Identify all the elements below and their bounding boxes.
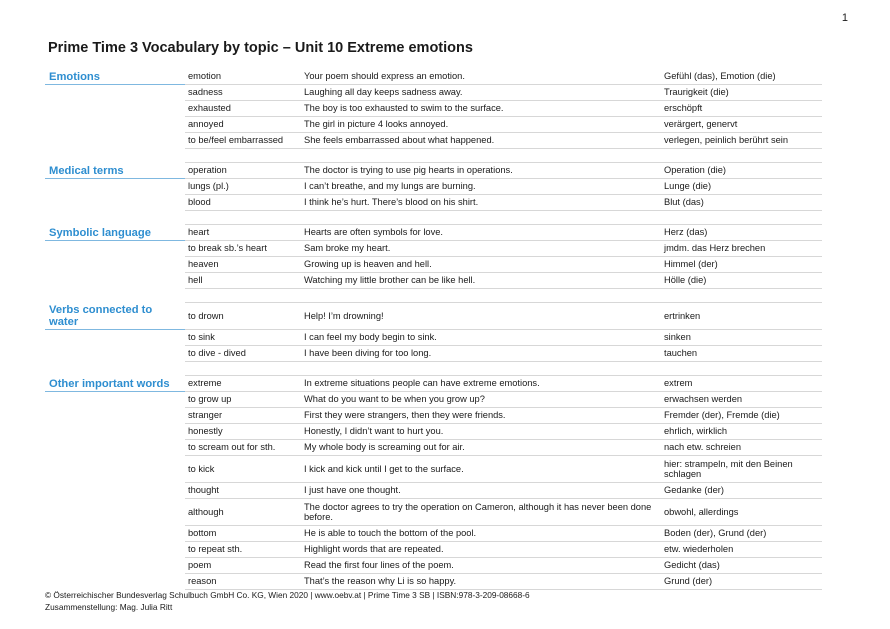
vocab-word: stranger — [185, 408, 301, 424]
spacer-cell — [185, 149, 301, 163]
section-heading: Symbolic language — [45, 225, 185, 241]
vocabulary-table — [45, 69, 822, 590]
topic-cell-empty — [45, 257, 185, 273]
table-row — [45, 424, 822, 440]
german-translation: ertrinken — [661, 303, 822, 330]
example-sentence: Help! I’m drowning! — [301, 303, 661, 330]
table-row — [45, 117, 822, 133]
table-row — [45, 273, 822, 289]
table-row — [45, 392, 822, 408]
table-row — [45, 257, 822, 273]
vocab-word: to dive - dived — [185, 346, 301, 362]
spacer-cell — [185, 362, 301, 376]
vocab-word: honestly — [185, 424, 301, 440]
vocab-word: annoyed — [185, 117, 301, 133]
page-number: 1 — [841, 12, 848, 24]
footer-copyright: © Österreichischer Bundesverlag Schulbuch GmbH Co. KG, Wien 2020 | www.oebv.at | Prime Time 3 SB | ISBN:978-3-209-08668-6 — [45, 590, 530, 600]
table-row — [45, 101, 822, 117]
example-sentence: She feels embarrassed about what happened. — [301, 133, 661, 149]
vocab-word: to grow up — [185, 392, 301, 408]
vocab-word: to scream out for sth. — [185, 440, 301, 456]
table-row — [45, 574, 822, 590]
german-translation: Hölle (die) — [661, 273, 822, 289]
vocab-word: hell — [185, 273, 301, 289]
vocab-word: although — [185, 499, 301, 526]
spacer-cell — [185, 211, 301, 225]
table-row — [45, 163, 822, 179]
spacer-cell — [45, 289, 185, 303]
german-translation: Operation (die) — [661, 163, 822, 179]
table-row — [45, 179, 822, 195]
example-sentence: Your poem should express an emotion. — [301, 69, 661, 85]
table-row — [45, 195, 822, 211]
vocab-word: exhausted — [185, 101, 301, 117]
section-heading: Medical terms — [45, 163, 185, 179]
table-row — [45, 483, 822, 499]
topic-cell-empty — [45, 456, 185, 483]
section-heading: Other important words — [45, 376, 185, 392]
topic-cell-empty — [45, 179, 185, 195]
topic-cell-empty — [45, 241, 185, 257]
topic-cell-empty — [45, 117, 185, 133]
section-heading: Emotions — [45, 69, 185, 85]
example-sentence: The boy is too exhausted to swim to the surface. — [301, 101, 661, 117]
topic-cell-empty — [45, 101, 185, 117]
german-translation: erschöpft — [661, 101, 822, 117]
spacer-cell — [301, 211, 661, 225]
example-sentence: I can’t breathe, and my lungs are burning. — [301, 179, 661, 195]
vocab-word: lungs (pl.) — [185, 179, 301, 195]
vocab-word: operation — [185, 163, 301, 179]
topic-cell-empty — [45, 392, 185, 408]
german-translation: Traurigkeit (die) — [661, 85, 822, 101]
example-sentence: The doctor is trying to use pig hearts in operations. — [301, 163, 661, 179]
topic-cell-empty — [45, 195, 185, 211]
example-sentence: First they were strangers, then they were friends. — [301, 408, 661, 424]
vocab-word: to drown — [185, 303, 301, 330]
vocab-word: heaven — [185, 257, 301, 273]
vocab-word: reason — [185, 574, 301, 590]
german-translation: Lunge (die) — [661, 179, 822, 195]
example-sentence: Highlight words that are repeated. — [301, 542, 661, 558]
topic-cell-empty — [45, 85, 185, 101]
example-sentence: I kick and kick until I get to the surface. — [301, 456, 661, 483]
table-row — [45, 133, 822, 149]
topic-cell-empty — [45, 542, 185, 558]
example-sentence: Watching my little brother can be like hell. — [301, 273, 661, 289]
example-sentence: I have been diving for too long. — [301, 346, 661, 362]
example-sentence: In extreme situations people can have extreme emotions. — [301, 376, 661, 392]
topic-cell-empty — [45, 330, 185, 346]
vocab-word: to be/feel embarrassed — [185, 133, 301, 149]
table-row — [45, 526, 822, 542]
table-row — [45, 499, 822, 526]
vocab-word: heart — [185, 225, 301, 241]
spacer-cell — [45, 362, 185, 376]
vocab-word: blood — [185, 195, 301, 211]
vocab-word: to break sb.’s heart — [185, 241, 301, 257]
table-row — [45, 456, 822, 483]
german-translation: Blut (das) — [661, 195, 822, 211]
table-row — [45, 440, 822, 456]
topic-cell-empty — [45, 440, 185, 456]
example-sentence: Read the first four lines of the poem. — [301, 558, 661, 574]
section-spacer — [45, 362, 822, 376]
german-translation: hier: strampeln, mit den Beinen schlagen — [661, 456, 822, 483]
topic-cell-empty — [45, 499, 185, 526]
german-translation: Gefühl (das), Emotion (die) — [661, 69, 822, 85]
table-row — [45, 542, 822, 558]
german-translation: obwohl, allerdings — [661, 499, 822, 526]
topic-cell-empty — [45, 273, 185, 289]
table-row — [45, 330, 822, 346]
topic-cell-empty — [45, 133, 185, 149]
german-translation: tauchen — [661, 346, 822, 362]
example-sentence: I think he’s hurt. There’s blood on his shirt. — [301, 195, 661, 211]
table-row — [45, 69, 822, 85]
german-translation: nach etw. schreien — [661, 440, 822, 456]
vocab-word: to kick — [185, 456, 301, 483]
spacer-cell — [45, 149, 185, 163]
vocab-word: to repeat sth. — [185, 542, 301, 558]
table-row — [45, 303, 822, 330]
spacer-cell — [301, 149, 661, 163]
example-sentence: The doctor agrees to try the operation on Cameron, although it has never been done before. — [301, 499, 661, 526]
example-sentence: I just have one thought. — [301, 483, 661, 499]
german-translation: Himmel (der) — [661, 257, 822, 273]
german-translation: Gedicht (das) — [661, 558, 822, 574]
example-sentence: The girl in picture 4 looks annoyed. — [301, 117, 661, 133]
spacer-cell — [661, 362, 822, 376]
topic-cell-empty — [45, 408, 185, 424]
table-row — [45, 408, 822, 424]
page-title: Prime Time 3 Vocabulary by topic – Unit 10 Extreme emotions — [48, 40, 473, 56]
section-spacer — [45, 289, 822, 303]
german-translation: sinken — [661, 330, 822, 346]
topic-cell-empty — [45, 346, 185, 362]
topic-cell-empty — [45, 483, 185, 499]
footer — [45, 589, 530, 613]
german-translation: Herz (das) — [661, 225, 822, 241]
german-translation: extrem — [661, 376, 822, 392]
spacer-cell — [661, 211, 822, 225]
vocab-word: emotion — [185, 69, 301, 85]
example-sentence: Hearts are often symbols for love. — [301, 225, 661, 241]
footer-compiled-by: Zusammenstellung: Mag. Julia Ritt — [45, 602, 173, 612]
german-translation: verlegen, peinlich berührt sein — [661, 133, 822, 149]
section-heading: Verbs connected to water — [45, 303, 185, 330]
vocab-word: to sink — [185, 330, 301, 346]
german-translation: Gedanke (der) — [661, 483, 822, 499]
example-sentence: That’s the reason why Li is so happy. — [301, 574, 661, 590]
spacer-cell — [45, 211, 185, 225]
german-translation: erwachsen werden — [661, 392, 822, 408]
german-translation: Boden (der), Grund (der) — [661, 526, 822, 542]
table-row — [45, 241, 822, 257]
spacer-cell — [301, 289, 661, 303]
topic-cell-empty — [45, 558, 185, 574]
german-translation: ehrlich, wirklich — [661, 424, 822, 440]
german-translation: verärgert, genervt — [661, 117, 822, 133]
german-translation: jmdm. das Herz brechen — [661, 241, 822, 257]
german-translation: Grund (der) — [661, 574, 822, 590]
vocab-word: thought — [185, 483, 301, 499]
table-row — [45, 346, 822, 362]
example-sentence: What do you want to be when you grow up? — [301, 392, 661, 408]
section-spacer — [45, 149, 822, 163]
example-sentence: Sam broke my heart. — [301, 241, 661, 257]
spacer-cell — [301, 362, 661, 376]
vocab-word: poem — [185, 558, 301, 574]
table-row — [45, 85, 822, 101]
spacer-cell — [661, 149, 822, 163]
example-sentence: Laughing all day keeps sadness away. — [301, 85, 661, 101]
vocab-word: extreme — [185, 376, 301, 392]
section-spacer — [45, 211, 822, 225]
spacer-cell — [661, 289, 822, 303]
table-row — [45, 558, 822, 574]
topic-cell-empty — [45, 574, 185, 590]
example-sentence: He is able to touch the bottom of the pool. — [301, 526, 661, 542]
example-sentence: Growing up is heaven and hell. — [301, 257, 661, 273]
topic-cell-empty — [45, 424, 185, 440]
spacer-cell — [185, 289, 301, 303]
table-row — [45, 376, 822, 392]
example-sentence: My whole body is screaming out for air. — [301, 440, 661, 456]
vocab-word: bottom — [185, 526, 301, 542]
german-translation: etw. wiederholen — [661, 542, 822, 558]
example-sentence: I can feel my body begin to sink. — [301, 330, 661, 346]
table-row — [45, 225, 822, 241]
example-sentence: Honestly, I didn’t want to hurt you. — [301, 424, 661, 440]
vocab-word: sadness — [185, 85, 301, 101]
german-translation: Fremder (der), Fremde (die) — [661, 408, 822, 424]
topic-cell-empty — [45, 526, 185, 542]
